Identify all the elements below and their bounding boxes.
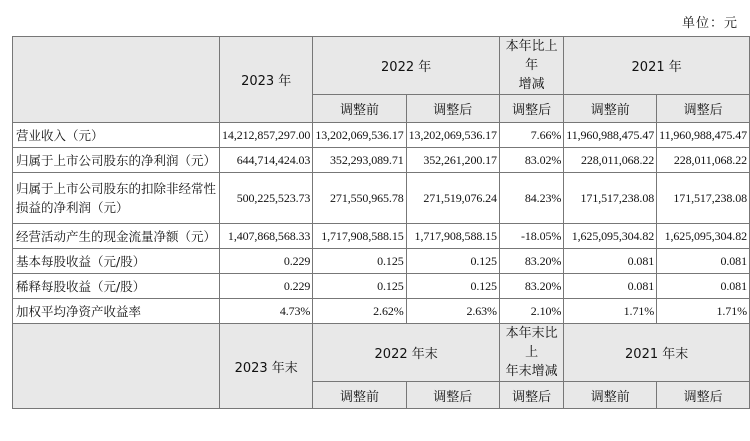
cell-2022-before: 352,293,089.71 [313, 148, 406, 173]
cell-2022-before: 2.62% [313, 299, 406, 324]
cell-2021-after: 228,011,068.22 [657, 148, 750, 173]
cell-2021-before: 0.081 [564, 249, 657, 274]
cell-2022-before: 271,550,965.78 [313, 173, 406, 224]
cell-2022-after: 352,261,200.17 [406, 148, 499, 173]
row-label: 归属于上市公司股东的扣除非经常性损益的净利润（元） [13, 173, 220, 224]
cell-2021-after: 11,960,988,475.47 [657, 123, 750, 148]
cell-2021-after: 0.081 [657, 249, 750, 274]
header-yoy [499, 37, 563, 95]
cell-2021-before: 11,960,988,475.47 [564, 123, 657, 148]
cell-yoy: -18.05% [499, 224, 563, 249]
cell-2022-after: 0.125 [406, 274, 499, 299]
key-financial-data-table [12, 36, 750, 409]
row-label: 加权平均净资产收益率 [13, 299, 220, 324]
table-row [13, 299, 750, 324]
header-yoy-end [499, 324, 563, 382]
cell-2023: 0.229 [220, 274, 313, 299]
unit-label: 单位：元 [681, 16, 738, 31]
header-2021-after: 调整后 [657, 95, 750, 123]
header-2023-end: 2023 年末 [220, 324, 313, 409]
cell-2023: 1,407,868,568.33 [220, 224, 313, 249]
bottom-header-2021-before: 调整前 [564, 382, 657, 409]
header-blank-cell [13, 37, 220, 123]
cell-2023: 0.229 [220, 249, 313, 274]
cell-2021-after: 1.71% [657, 299, 750, 324]
cell-yoy: 2.10% [499, 299, 563, 324]
table-row [13, 249, 750, 274]
header-yoy-after: 调整后 [499, 95, 563, 123]
header-2022-after: 调整后 [406, 95, 499, 123]
cell-yoy: 83.02% [499, 148, 563, 173]
header-2022-before: 调整前 [313, 95, 406, 123]
cell-2022-after: 2.63% [406, 299, 499, 324]
cell-2022-after: 271,519,076.24 [406, 173, 499, 224]
header-2022-end: 2022 年末 [313, 324, 500, 382]
cell-2021-after: 171,517,238.08 [657, 173, 750, 224]
header-yoy-line2: 增减 [518, 77, 545, 92]
row-label: 稀释每股收益（元/股） [13, 274, 220, 299]
cell-2023: 4.73% [220, 299, 313, 324]
cell-2023: 644,714,424.03 [220, 148, 313, 173]
cell-2021-after: 1,625,095,304.82 [657, 224, 750, 249]
header-yoy-end-line2: 年末增减 [505, 364, 558, 379]
header-2021-before: 调整前 [564, 95, 657, 123]
bottom-header-2022-before: 调整前 [313, 382, 406, 409]
table-row [13, 148, 750, 173]
row-label: 营业收入（元） [13, 123, 220, 148]
table-row [13, 173, 750, 224]
row-label: 归属于上市公司股东的净利润（元） [13, 148, 220, 173]
bottom-header-2022-after: 调整后 [406, 382, 499, 409]
header-yoy-line1: 本年比上年 [505, 39, 558, 73]
cell-2022-after: 13,202,069,536.17 [406, 123, 499, 148]
header-2021-end: 2021 年末 [564, 324, 750, 382]
header-2022: 2022 年 [313, 37, 500, 95]
cell-2023: 500,225,523.73 [220, 173, 313, 224]
cell-2021-after: 0.081 [657, 274, 750, 299]
cell-2022-before: 0.125 [313, 249, 406, 274]
cell-2022-after: 0.125 [406, 249, 499, 274]
header-2021: 2021 年 [564, 37, 750, 95]
cell-yoy: 7.66% [499, 123, 563, 148]
row-label: 基本每股收益（元/股） [13, 249, 220, 274]
cell-2022-before: 13,202,069,536.17 [313, 123, 406, 148]
cell-2021-before: 1,625,095,304.82 [564, 224, 657, 249]
cell-2022-after: 1,717,908,588.15 [406, 224, 499, 249]
cell-2022-before: 1,717,908,588.15 [313, 224, 406, 249]
cell-2021-before: 1.71% [564, 299, 657, 324]
cell-yoy: 83.20% [499, 274, 563, 299]
bottom-header-yoy-after: 调整后 [499, 382, 563, 409]
table-row [13, 224, 750, 249]
header-row-1 [13, 37, 750, 95]
cell-yoy: 83.20% [499, 249, 563, 274]
cell-2023: 14,212,857,297.00 [220, 123, 313, 148]
bottom-header-blank-cell [13, 324, 220, 409]
table-row [13, 123, 750, 148]
cell-2021-before: 228,011,068.22 [564, 148, 657, 173]
header-yoy-end-line1: 本年末比上 [505, 326, 558, 360]
cell-2021-before: 0.081 [564, 274, 657, 299]
cell-yoy: 84.23% [499, 173, 563, 224]
bottom-header-row-1 [13, 324, 750, 382]
cell-2021-before: 171,517,238.08 [564, 173, 657, 224]
row-label: 经营活动产生的现金流量净额（元） [13, 224, 220, 249]
cell-2022-before: 0.125 [313, 274, 406, 299]
bottom-header-2021-after: 调整后 [657, 382, 750, 409]
table-row [13, 274, 750, 299]
header-2023: 2023 年 [220, 37, 313, 123]
